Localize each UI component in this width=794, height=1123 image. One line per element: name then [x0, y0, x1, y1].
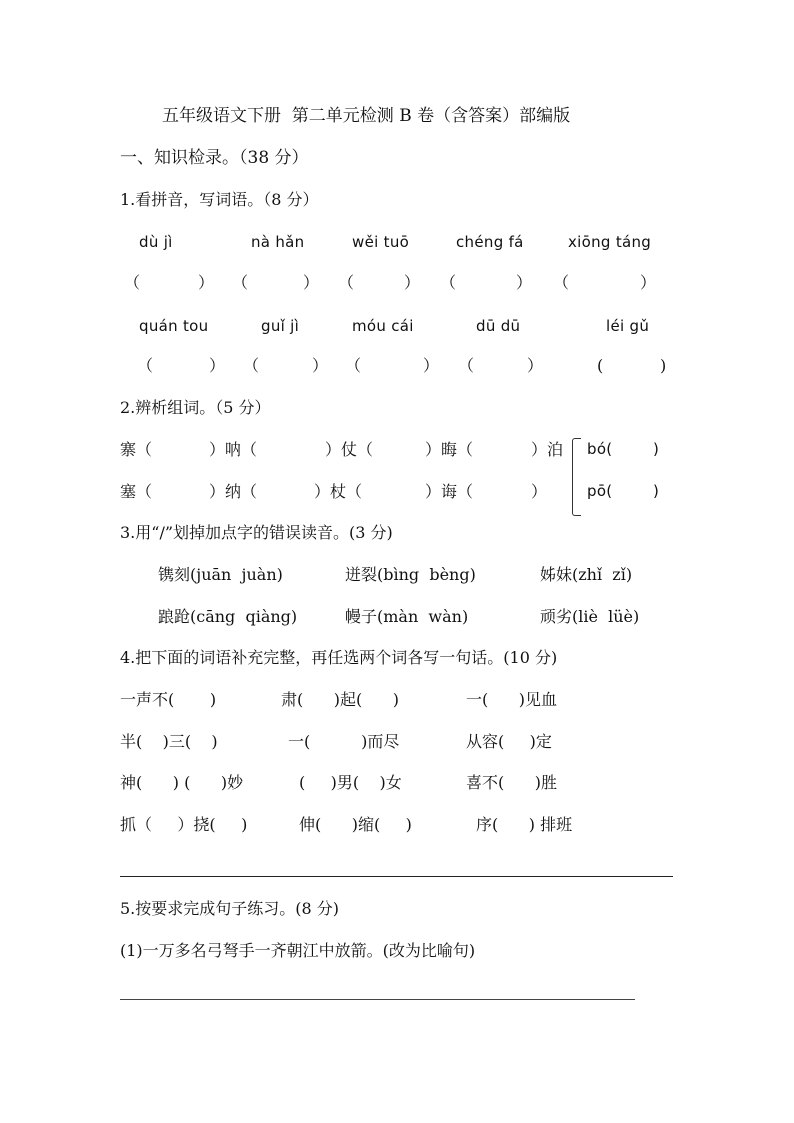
q2-po-blank: pō( )	[587, 482, 660, 500]
q1-heading: 1.看拼音，写词语。（8 分）	[120, 190, 319, 209]
q4-heading: 4.把下面的词语补充完整，再任选两个词各写一句话。(10 分)	[120, 648, 558, 667]
answer-blank-close: ）	[198, 273, 215, 292]
page-title: 五年级语文下册 第二单元检测 B 卷（含答案）部编版	[162, 106, 571, 126]
q4-idiom: 神( ) ( )妙	[120, 773, 244, 792]
q2-char-sai: 塞（	[120, 482, 153, 501]
answer-blank-close: ）	[209, 356, 226, 375]
q4-idiom: 一( )见血	[466, 690, 558, 709]
q3-item: 踉跄(cāng qiàng)	[158, 607, 298, 626]
q4-idiom: ( )男( )女	[299, 773, 402, 792]
answer-blank-close: ）	[516, 273, 533, 292]
q2-char-zhai: 寨（	[120, 440, 153, 459]
answer-blank-open: （	[345, 356, 362, 375]
answer-blank-close: ）	[312, 356, 329, 375]
answer-blank-open: （	[553, 273, 570, 292]
pinyin-xiongtang: xiōng táng	[568, 233, 652, 251]
q4-idiom: 抓（ ）挠( )	[120, 815, 248, 834]
q4-idiom: 半( )三( )	[120, 732, 218, 751]
answer-blank-open: （	[440, 273, 457, 292]
pinyin-nahan: nà hǎn	[251, 233, 305, 251]
answer-blank-close: ）	[303, 273, 320, 292]
q2-char-hui: ）晦（	[425, 440, 474, 459]
answer-line[interactable]	[120, 999, 635, 1000]
q4-idiom: 喜不( )胜	[466, 773, 558, 792]
answer-blank-open: （	[243, 356, 260, 375]
q2-char-hui2: ）诲（	[425, 482, 474, 501]
answer-line[interactable]	[120, 876, 673, 877]
q2-char-zhang: ）仗（	[325, 440, 374, 459]
q4-idiom: 伸( )缩( )	[299, 815, 412, 834]
q2-char-zhang2: ）杖（	[314, 482, 363, 501]
q2-char-na2: ）纳（	[209, 482, 258, 501]
pinyin-dujì: dù jì	[139, 233, 173, 251]
q4-idiom: 序( ) 排班	[476, 815, 573, 834]
answer-blank-open: （	[338, 273, 355, 292]
q3-item: 幔子(màn wàn)	[345, 607, 469, 626]
q2-char-bo: ）泊	[531, 440, 564, 459]
answer-blank-open: （	[124, 273, 141, 292]
q2-bo-blank: bó( )	[587, 440, 660, 458]
q2-char-close: ）	[531, 482, 548, 501]
q5-item-1: (1)一万多名弓弩手一齐朝江中放箭。(改为比喻句)	[120, 941, 476, 960]
answer-blank-close: )	[660, 356, 667, 375]
answer-blank-open: (	[597, 356, 604, 375]
q2-char-na: ）呐（	[209, 440, 258, 459]
q3-item: 迸裂(bìng bèng)	[345, 565, 476, 584]
answer-blank-close: ）	[527, 356, 544, 375]
q2-heading: 2.辨析组词。（5 分）	[120, 398, 271, 417]
pinyin-quantou: quán tou	[139, 317, 209, 335]
answer-blank-close: ）	[423, 356, 440, 375]
answer-blank-open: （	[137, 356, 154, 375]
answer-blank-open: （	[458, 356, 475, 375]
pinyin-chengfa: chéng fá	[456, 233, 524, 251]
answer-blank-close: ）	[404, 273, 421, 292]
q4-idiom: 一声不( )	[120, 690, 217, 709]
pinyin-dudu: dū dū	[476, 317, 521, 335]
answer-blank-close: ）	[640, 273, 657, 292]
q4-idiom: 从容( )定	[466, 732, 552, 751]
curly-brace	[572, 438, 581, 516]
q3-item: 镌刻(juān juàn)	[158, 565, 283, 584]
q3-heading: 3.用“/”划掉加点字的错误读音。(3 分)	[120, 523, 393, 542]
q3-item: 姊妹(zhǐ zǐ)	[540, 565, 633, 584]
pinyin-guiji: guǐ jì	[261, 317, 300, 335]
q3-item: 顽劣(liè lüè)	[540, 607, 640, 626]
q4-idiom: 肃( )起( )	[281, 690, 400, 709]
pinyin-leigu: léi gǔ	[606, 317, 650, 335]
section-heading: 一、知识检录。（38 分）	[120, 148, 309, 168]
pinyin-weituo: wěi tuō	[352, 233, 410, 251]
q4-idiom: 一( )而尽	[288, 732, 400, 751]
answer-blank-open: （	[232, 273, 249, 292]
q5-heading: 5.按要求完成句子练习。(8 分)	[120, 899, 340, 918]
pinyin-moucai: móu cái	[352, 317, 414, 335]
